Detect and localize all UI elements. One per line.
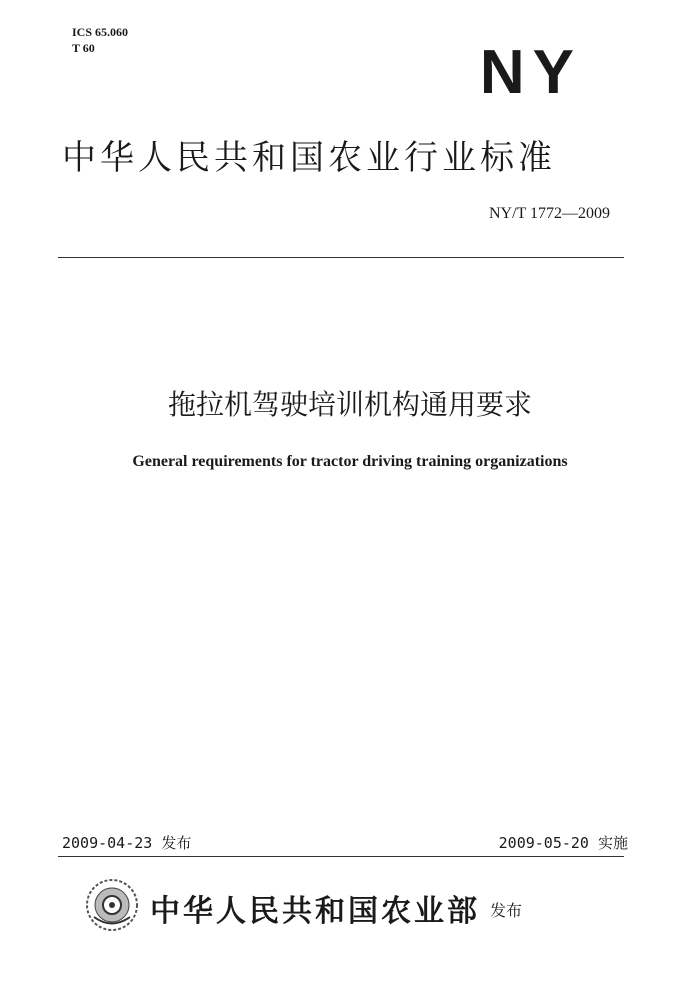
national-emblem-icon	[85, 878, 139, 932]
publish-label: 发布	[490, 901, 523, 920]
code-block	[72, 24, 128, 56]
effective-date: 2009-05-20 实施	[498, 834, 628, 852]
issue-date: 2009-04-23 发布	[62, 834, 192, 852]
classification-code: T 60	[72, 41, 95, 55]
issuing-authority: 中华人民共和国农业部	[150, 894, 480, 929]
ny-logo: NY	[479, 38, 582, 107]
standard-type-title: 中华人民共和国农业行业标准	[62, 138, 556, 178]
standard-number: NY/T 1772—2009	[488, 205, 610, 222]
bottom-divider	[58, 856, 624, 857]
ics-code: ICS 65.060	[72, 25, 129, 39]
document-title-cn: 拖拉机驾驶培训机构通用要求	[167, 388, 532, 421]
top-divider	[58, 257, 624, 258]
document-title-en: General requirements for tractor driving training organizations	[132, 453, 568, 470]
